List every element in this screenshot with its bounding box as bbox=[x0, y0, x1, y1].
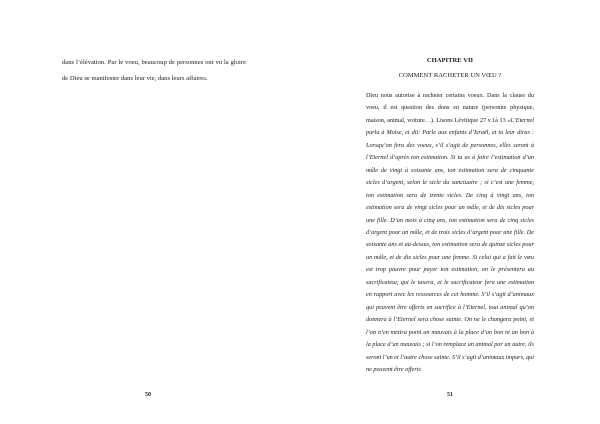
left-paragraph-text: dans l’élévation. Par le voeu, beaucoup de personnes ont vu la gloire de Dieu se manifester dans leur vie, dans leurs affaires. bbox=[62, 59, 246, 82]
left-page-paragraph bbox=[62, 55, 246, 86]
body-paragraph bbox=[366, 90, 534, 376]
page-number-left: 50 bbox=[145, 392, 151, 398]
chapter-subtitle: COMMENT RACHETER UN VŒU ? bbox=[398, 72, 502, 79]
scripture-quote: L’Eternel parla à Moïse, et dit: Parle aux enfants d’Israël, et tu leur diras : Lorsqu’on fera des voeux, s’il s’agit de personnes, elles seront à l’Eternel d’après ton estimation. Si tu as à faire l’estimation d’un mâle de vingt à soixante ans, ton estimation sera de cinquante sicles d’argent, selon le sicle du sanctuaire ; si c’est une femme, ton estimation sera de trente sicles. De cinq à vingt ans, ton estimation sera de vingt sicles pour un mâle, et de dix sicles pour une fille. D’un mois à cinq ans, ton estimation sera de cinq sicles d’argent pour un mâle, et de trois sicles d’argent pour une fille. De soixante ans et au-dessus, ton estimation sera de quinze sicles pour un mâle, et de dix sicles pour une femme. Si celui qui a fait le vœu est trop pauvre pour payer ton estimation, on le présentera au sacrificateur, qui le taxera, et le sacrificateur fera une estimation en rapport avec les ressources de cet homme. S’il s’agit d’animaux qui peuvent être offerts en sacrifice à l’Eternel, tout animal qu’on donnera à l’Eternel sera chose sainte. On ne le changera point, et l’on n’en mettra point un mauvais à la place d’un bon ni un bon à la place d’un mauvais ; si l’on remplace un animal par un autre, ils seront l’un et l’autre chose sainte. S’il s’agit d’animaux impurs, qui ne peuvent être offerts bbox=[366, 116, 534, 373]
right-page-body bbox=[366, 90, 534, 376]
chapter-title: CHAPITRE VII bbox=[426, 57, 474, 64]
intro-text: Dieu nous autorise à racheter certains voeux. Dans la clause du voeu, il est question des dons en nature (personne physique, maison, animal, voiture…). Lisons Lévitique 27 v.1à 13 « bbox=[366, 92, 534, 124]
page-number-right: 51 bbox=[447, 392, 453, 398]
